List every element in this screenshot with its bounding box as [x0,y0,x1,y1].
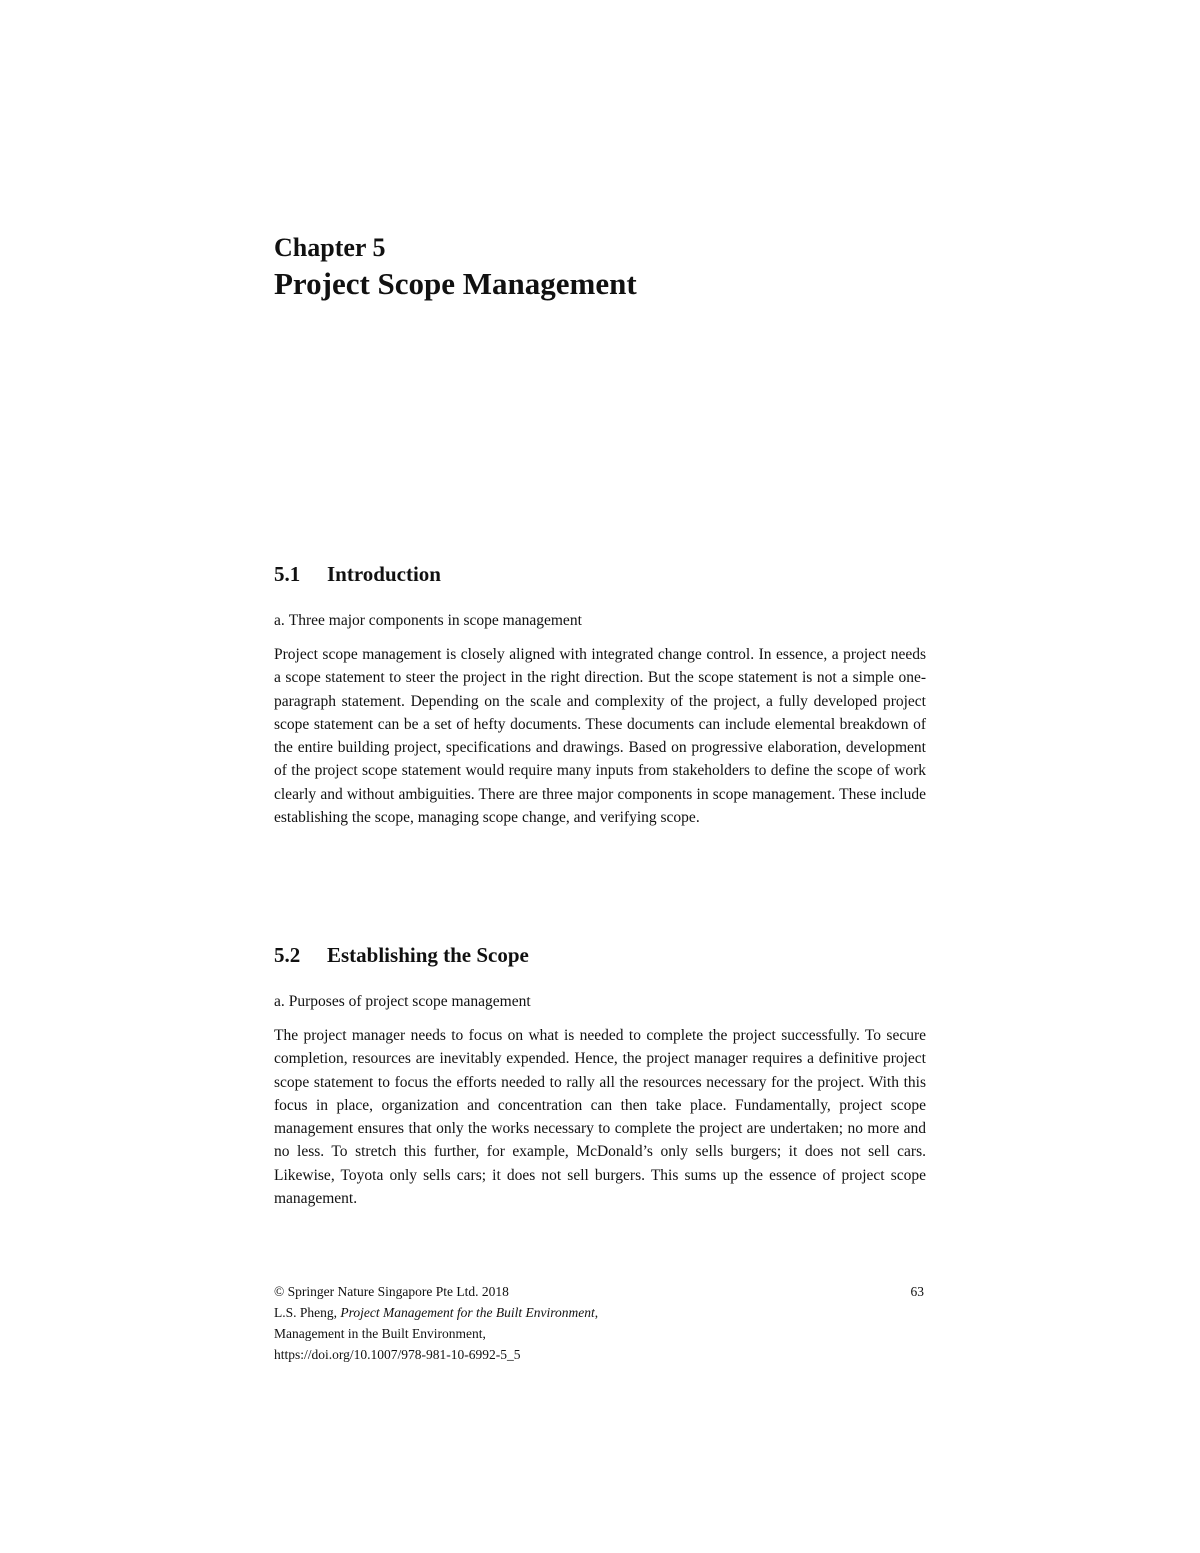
subheading-text: Purposes of project scope management [288,993,531,1010]
section-heading [274,560,926,588]
section-heading [274,941,926,969]
subheading-marker: a. [274,612,285,629]
document-page [274,0,926,1553]
section-title: Establishing the Scope [327,943,529,967]
body-paragraph: The project manager needs to focus on what is needed to complete the project successfully. To secure completion, resources are inevitably expended. Hence, the project manager requires a definitive project scope statement to focus the efforts needed to rally all the resources necessary for the project. With this focus in place, organization and concentration can then take place. Fundamentally, project scope management ensures that only the works necessary to complete the project are undertaken; no more and no less. To stretch this further, for example, McDonald’s only sells burgers; it does not sell cars. Likewise, Toyota only sells cars; it does not sell burgers. This sums up the essence of project scope management. [274,1027,926,1208]
author-name: L.S. Pheng, [274,1305,338,1320]
subheading-text: Three major components in scope management [288,612,582,629]
section-establishing-scope [274,941,926,1210]
book-title: Project Management for the Built Environment [340,1305,595,1320]
chapter-title: Project Scope Management [274,266,637,301]
copyright-line: © Springer Nature Singapore Pte Ltd. 2018 [274,1284,509,1299]
section-introduction [274,560,926,829]
page-number: 63 [910,1284,924,1299]
chapter-label: Chapter 5 [274,233,386,262]
citation-line [274,1302,926,1323]
section-number: 5.2 [274,943,301,967]
book-title-suffix: , [594,1305,599,1320]
doi-link[interactable]: https://doi.org/10.1007/978-981-10-6992-5_5 [274,1347,521,1362]
section-title: Introduction [327,562,441,586]
subheading [274,610,926,632]
page-footer [274,1281,926,1365]
section-number: 5.1 [274,562,301,586]
subheading [274,991,926,1013]
series-line: Management in the Built Environment, [274,1326,486,1341]
body-paragraph: Project scope management is closely aligned with integrated change control. In essence, a project needs a scope statement to steer the project in the right direction. But the scope statement is not a simple one-paragraph statement. Depending on the scale and complexity of the project, a fully developed project scope statement can be a set of hefty documents. These documents can include elemental breakdown of the entire building project, specifications and drawings. Based on progressive elaboration, development of the project scope statement would require many inputs from stakeholders to define the scope of work clearly and without ambiguities. There are three major components in scope management. These include establishing the scope, managing scope change, and verifying scope. [274,646,926,827]
subheading-marker: a. [274,993,285,1010]
